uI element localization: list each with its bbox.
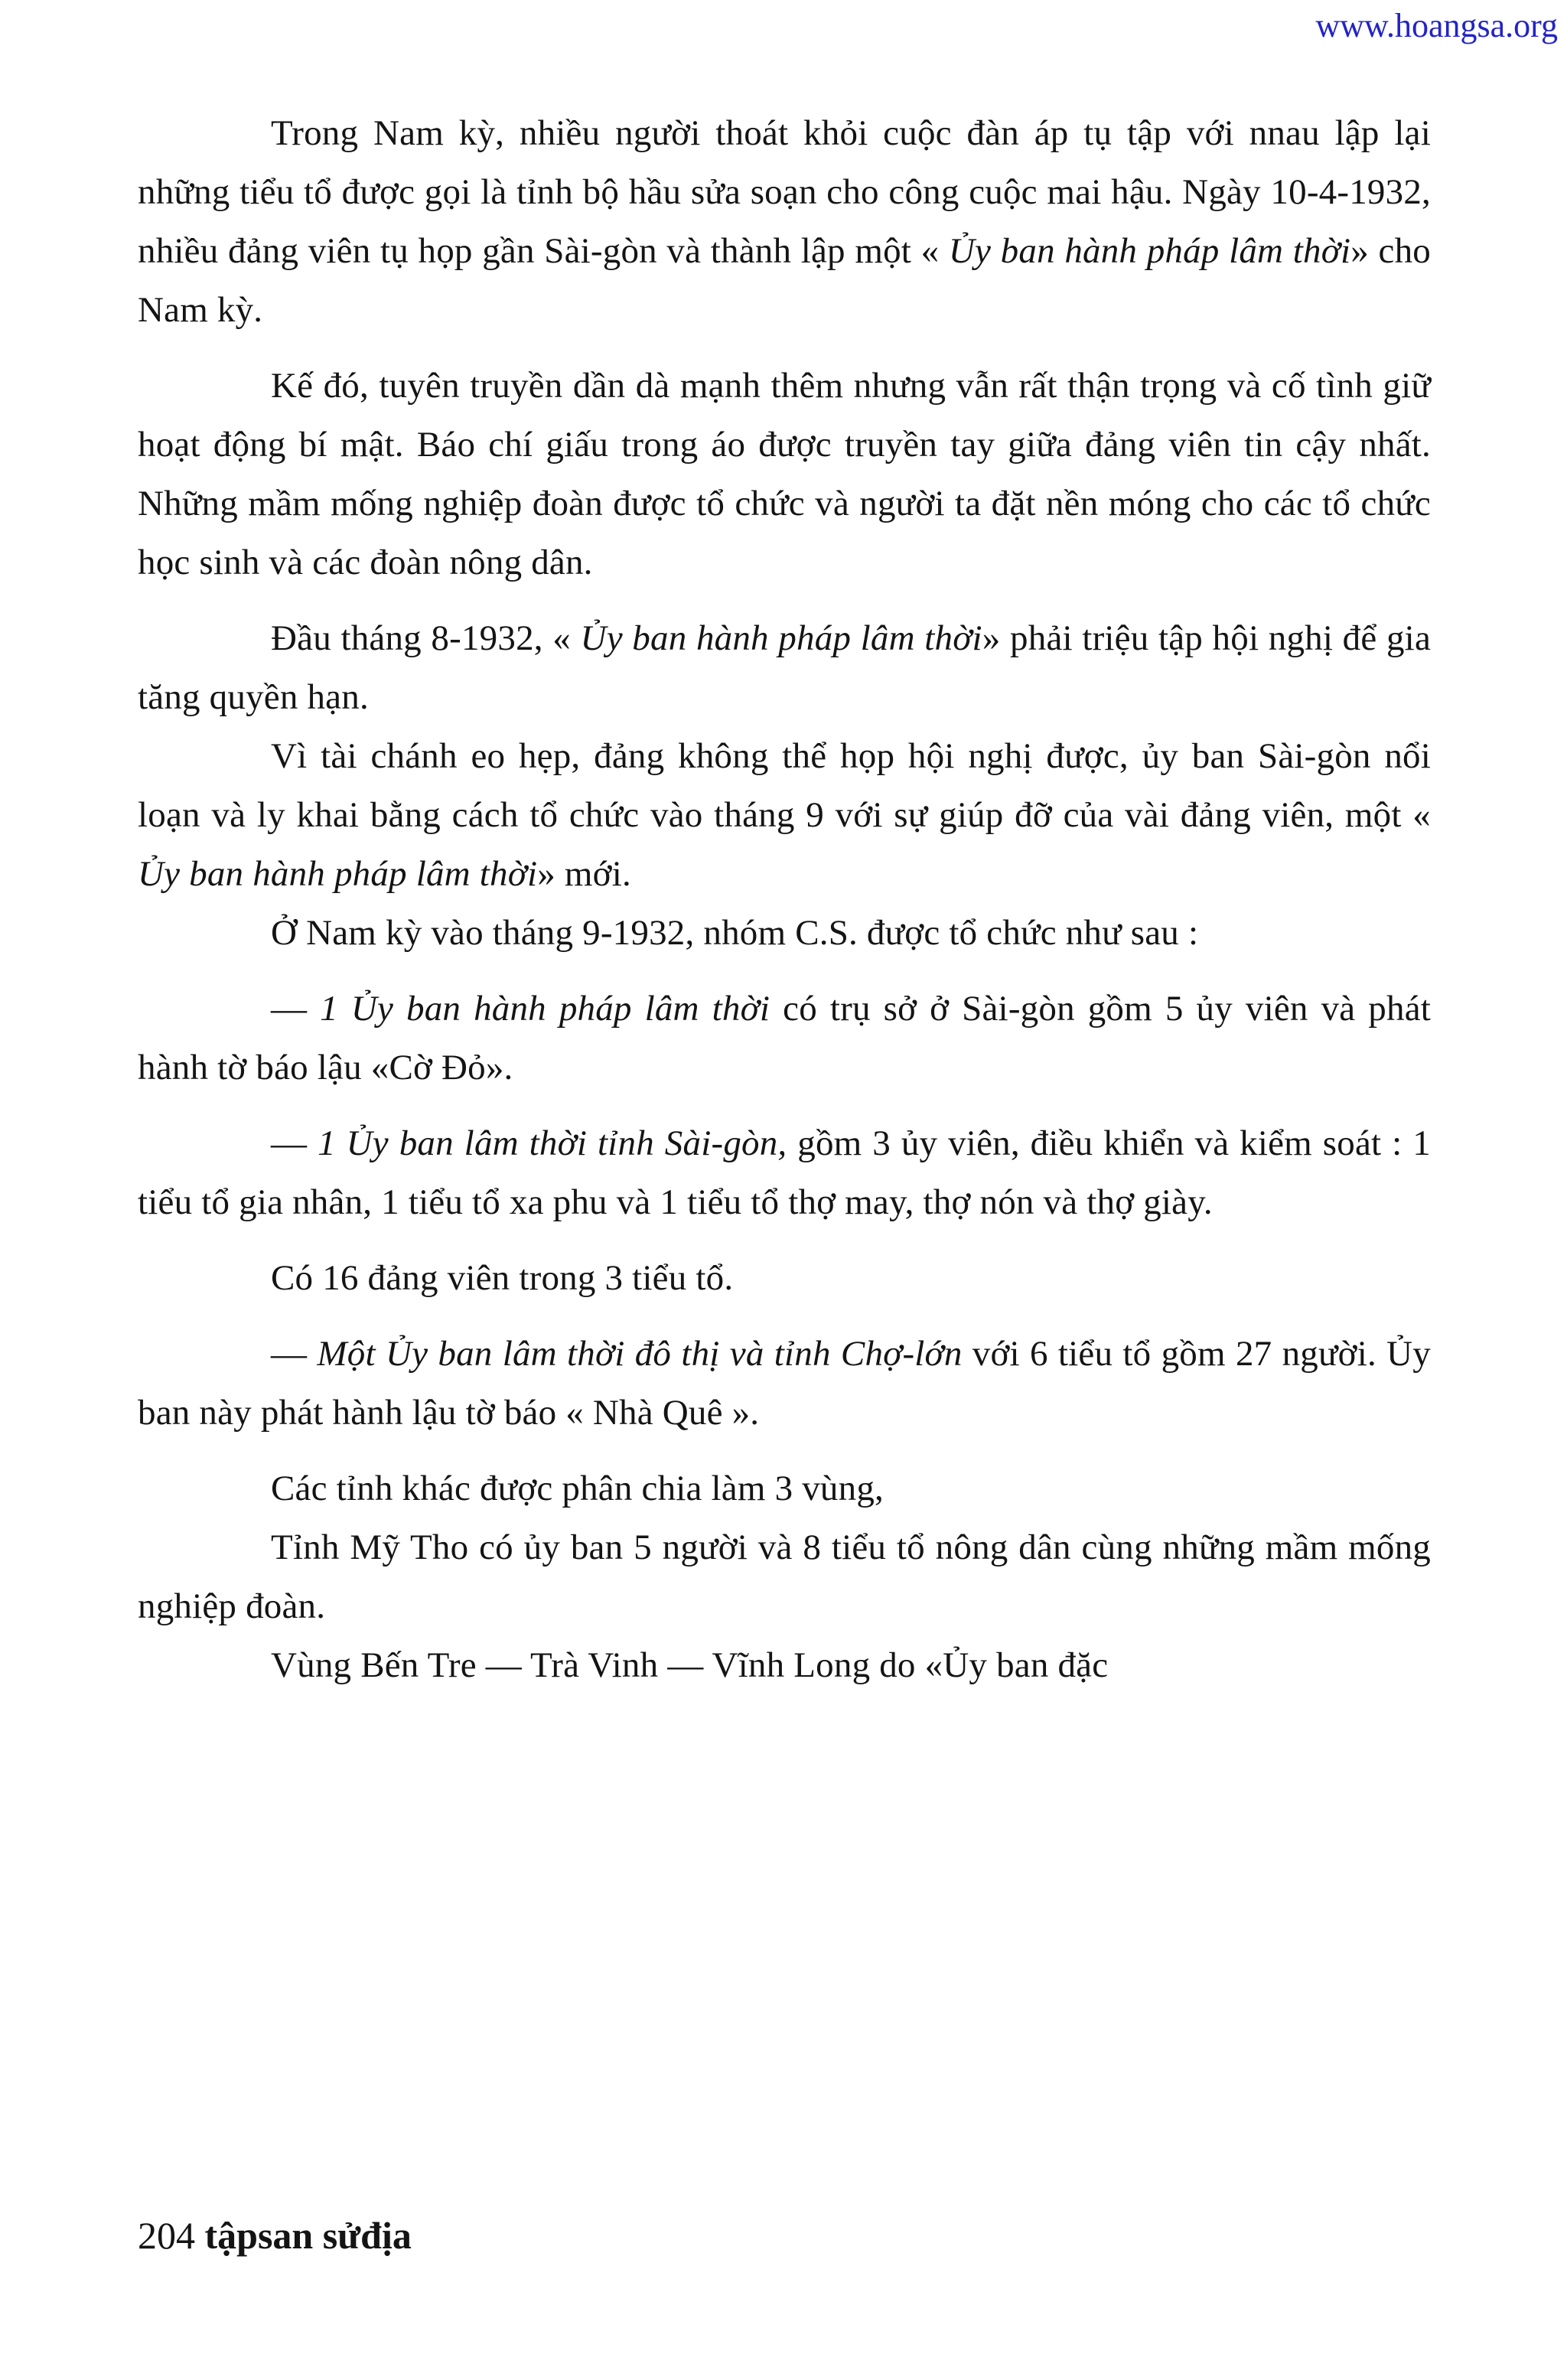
paragraph-4 xyxy=(138,727,1431,904)
paragraph-2 xyxy=(138,357,1431,592)
text-run: Các tỉnh khác được phân chia làm 3 vùng, xyxy=(271,1469,884,1508)
text-run: » mới. xyxy=(537,854,631,894)
text-run: — xyxy=(271,1334,318,1374)
paragraph-11 xyxy=(138,1518,1431,1636)
text-run: Kế đó, tuyên truyền dần dà mạnh thêm nhưng vẫn rất thận trọng và cố tình giữ hoạt động bí mật. Báo chí giấu trong áo được truyền tay giữa đảng viên tin cậy nhất. Những mầm mống nghiệp đoàn được tổ chức và người ta đặt nền móng cho các tổ chức học sinh và các đoàn nông dân. xyxy=(138,366,1431,582)
page-number: 204 xyxy=(138,2214,195,2257)
paragraph-9 xyxy=(138,1325,1431,1443)
text-run-italic: Ủy ban hành pháp lâm thời xyxy=(580,618,982,658)
paragraph-5 xyxy=(138,904,1431,963)
text-run: gồm 3 ủy viên, điều khiển và kiểm soát : 1 tiểu tổ gia nhân, 1 tiểu tổ xa phu và 1 tiểu tổ thợ may, thợ nón và thợ giày. xyxy=(138,1123,1431,1222)
text-run: » phải triệu tập hội nghị để gia tăng quyền hạn. xyxy=(138,618,1431,717)
text-run: với 6 tiểu tổ gồm 27 người. Ủy ban này phát hành lậu tờ báo « Nhà Quê ». xyxy=(138,1334,1431,1433)
page-body xyxy=(138,104,1431,1695)
paragraph-7 xyxy=(138,1114,1431,1232)
magazine-title: tậpsan sửđịa xyxy=(204,2214,412,2257)
text-run: — xyxy=(271,1123,318,1163)
text-run: Có 16 đảng viên trong 3 tiểu tổ. xyxy=(271,1258,734,1298)
text-run: Vùng Bến Tre — Trà Vinh — Vĩnh Long do «Ủy ban đặc xyxy=(271,1645,1109,1685)
paragraph-8 xyxy=(138,1249,1431,1308)
paragraph-12 xyxy=(138,1636,1431,1695)
watermark: www.hoangsa.org xyxy=(1315,7,1558,44)
text-run: » cho Nam kỳ. xyxy=(138,231,1431,330)
paragraph-10 xyxy=(138,1459,1431,1518)
text-run-italic: 1 Ủy ban lâm thời tỉnh Sài-gòn, xyxy=(318,1123,787,1163)
page-footer xyxy=(138,2213,412,2258)
text-run-italic: Ủy ban hành pháp lâm thời xyxy=(948,231,1351,271)
paragraph-3 xyxy=(138,609,1431,727)
text-run: Ở Nam kỳ vào tháng 9-1932, nhóm C.S. được tổ chức như sau : xyxy=(271,913,1199,953)
text-run: có trụ sở ở Sài-gòn gồm 5 ủy viên và phát hành tờ báo lậu «Cờ Đỏ». xyxy=(138,989,1432,1087)
text-run: — xyxy=(271,989,321,1029)
paragraph-1 xyxy=(138,104,1431,340)
text-run: Trong Nam kỳ, nhiều người thoát khỏi cuộc đàn áp tụ tập với nnau lập lại những tiểu tổ được gọi là tỉnh bộ hầu sửa soạn cho công cuộc mai hậu. Ngày 10-4-1932, nhiều đảng viên tụ họp gần Sài-gòn và thành lập một « xyxy=(138,113,1431,271)
text-run: Vì tài chánh eo hẹp, đảng không thể họp hội nghị được, ủy ban Sài-gòn nổi loạn và ly khai bằng cách tổ chức vào tháng 9 với sự giúp đỡ của vài đảng viên, một « xyxy=(138,736,1431,835)
text-run: Đầu tháng 8-1932, « xyxy=(271,618,571,658)
text-run-italic: Ủy ban hành pháp lâm thời xyxy=(138,854,538,894)
text-run: Tỉnh Mỹ Tho có ủy ban 5 người và 8 tiểu tổ nông dân cùng những mầm mống nghiệp đoàn. xyxy=(138,1527,1431,1626)
text-run-italic: Một Ủy ban lâm thời đô thị và tỉnh Chợ-lớn xyxy=(317,1334,963,1374)
paragraph-6 xyxy=(138,980,1431,1097)
text-run-italic: 1 Ủy ban hành pháp lâm thời xyxy=(320,989,770,1029)
